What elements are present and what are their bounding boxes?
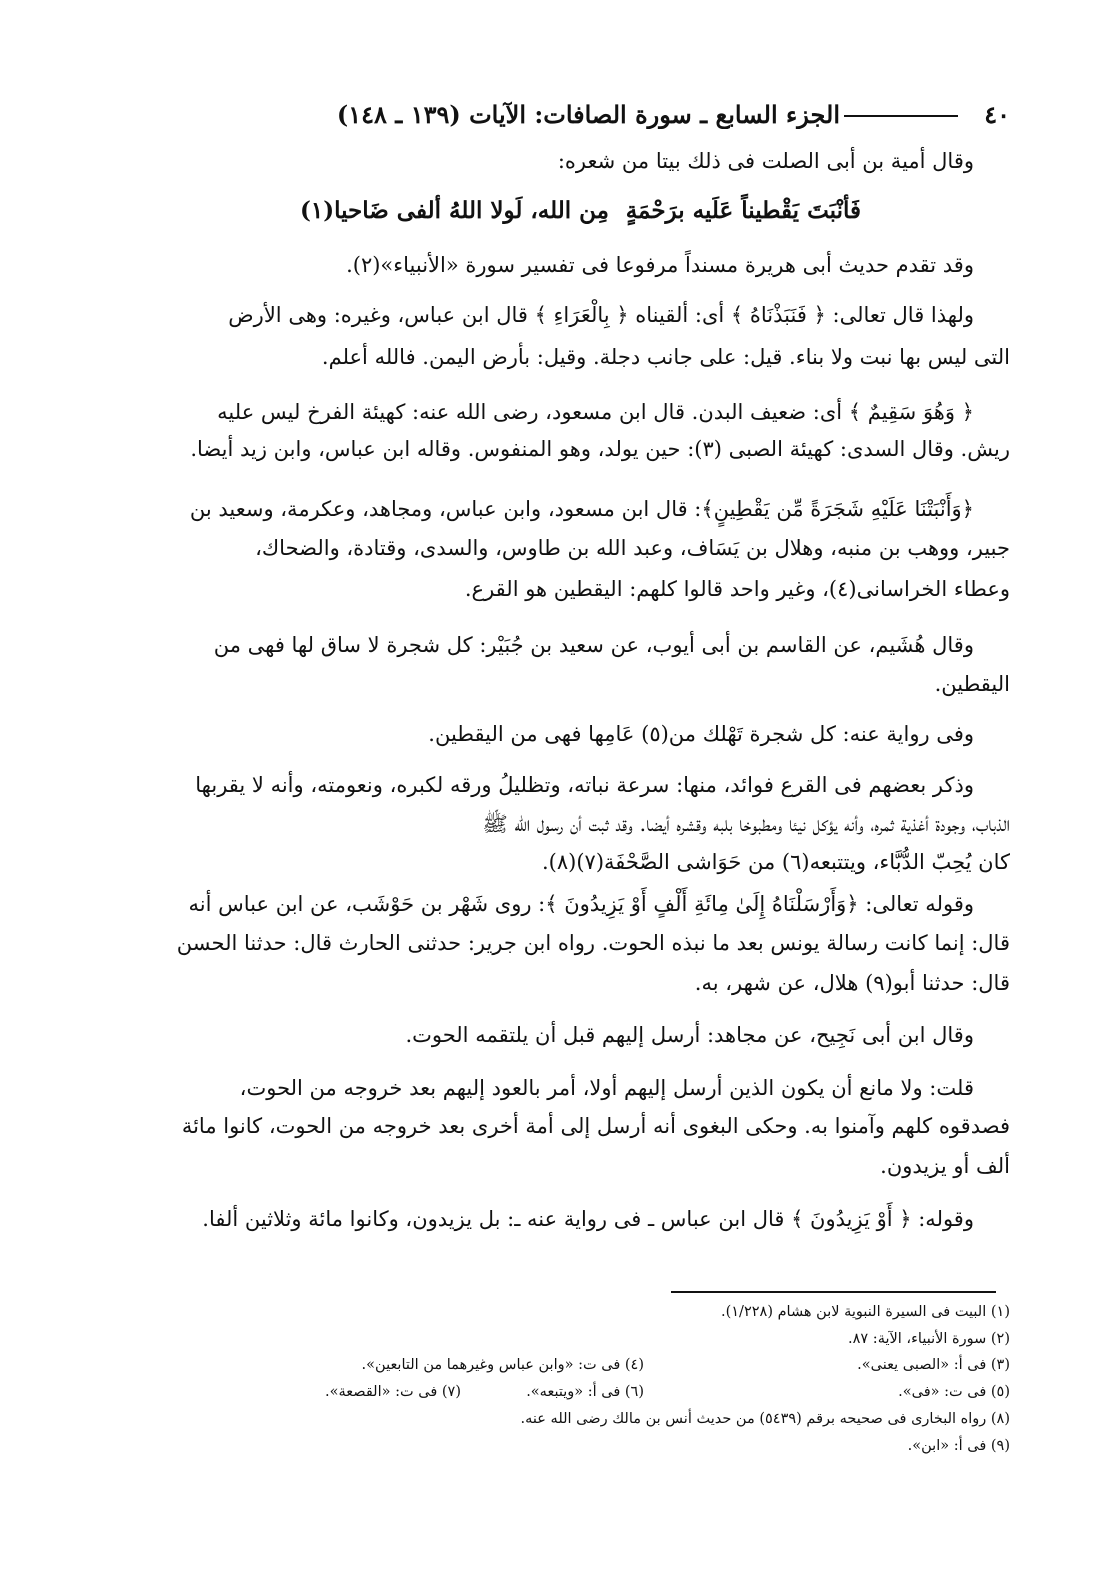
footnote-9: (٩) فى أ: «ابن».	[907, 1438, 1010, 1454]
body-line: ولهذا قال تعالى: ﴿ فَنَبَذْنَاهُ ﴾ أى: ألقيناه ﴿ بِالْعَرَاءِ ﴾ قال ابن عباس، وغيره: وهى الأرض	[228, 303, 974, 327]
footnote-8: (٨) رواه البخارى فى صحيحه برقم (٥٤٣٩) من حديث أنس بن مالك رضى الله عنه.	[520, 1411, 1010, 1427]
body-line: ريش. وقال السدى: كهيئة الصبى (٣): حين يولد، وهو المنفوس. وقاله ابن عباس، وابن زيد أيضا.	[190, 437, 1010, 461]
body-line: قال: إنما كانت رسالة يونس بعد ما نبذه الحوت. رواه ابن جرير: حدثنى الحارث قال: حدثنا الحسن	[176, 931, 1010, 955]
footnote-5: (٥) فى ت: «فى».	[898, 1384, 1010, 1400]
body-line: ﴿ وَهُوَ سَقِيمٌ ﴾ أى: ضعيف البدن. قال ابن مسعود، رضى الله عنه: كهيئة الفرخ ليس عليه	[217, 400, 974, 424]
poem-hemistich-first: فَأنْبَتَ يَقْطيناً عَلَيه برَحْمَةٍ	[625, 197, 861, 224]
body-line: قال: حدثنا أبو(٩) هلال، عن شهر، به.	[694, 971, 1010, 995]
body-line: اليقطين.	[934, 672, 1010, 696]
footnote-1: (١) البيت فى السيرة النبوية لابن هشام (١/٢٢٨).	[720, 1304, 1010, 1320]
footnote-separator	[671, 1291, 996, 1293]
poem-hemistich-second: مِن الله، لَولا اللهُ ألفى ضَاحيا(١)	[299, 197, 609, 224]
footnote-2: (٢) سورة الأنبياء، الآية: ٨٧.	[848, 1331, 1010, 1347]
page-header	[103, 84, 1010, 130]
body-line: ألف أو يزيدون.	[880, 1154, 1010, 1178]
body-line: وقال أمية بن أبى الصلت فى ذلك بيتا من شعره:	[557, 149, 974, 173]
header-rule	[844, 115, 958, 117]
body-line: وقال هُشَيم، عن القاسم بن أبى أيوب، عن سعيد بن جُبَيْر: كل شجرة لا ساق لها فهى من	[213, 633, 974, 657]
body-line: وقال ابن أبى نَجِيح، عن مجاهد: أرسل إليهم قبل أن يلتقمه الحوت.	[405, 1023, 974, 1047]
footnote-7: (٧) فى ت: «القصعة».	[325, 1384, 461, 1400]
body-line: ﴿وَأَنْبَتْنَا عَلَيْهِ شَجَرَةً مِّن يَقْطِينٍ﴾: قال ابن مسعود، وابن عباس، ومجاهد، وعكرمة، وسعيد بن	[189, 497, 974, 521]
body-line: وعطاء الخراسانى(٤)، وغير واحد قالوا كلهم: اليقطين هو القرع.	[464, 577, 1010, 601]
body-line: وقد تقدم حديث أبى هريرة مسنداً مرفوعا فى تفسير سورة «الأنبياء»(٢).	[346, 253, 974, 277]
body-line: قلت: ولا مانع أن يكون الذين أرسل إليهم أولا، أمر بالعود إليهم بعد خروجه من الحوت،	[239, 1076, 974, 1100]
body-line: التى ليس بها نبت ولا بناء. قيل: على جانب دجلة. وقيل: بأرض اليمن. فالله أعلم.	[321, 345, 1010, 369]
running-title: الجزء السابع ـ سورة الصافات: الآيات (١٣٩ ـ ١٤٨)	[336, 100, 840, 129]
body-line: فصدقوه كلهم وآمنوا به. وحكى البغوى أنه أرسل إلى أمة أخرى بعد خروجه من الحوت، كانوا مائة	[181, 1114, 1010, 1138]
footnote-6: (٦) فى أ: «ويتبعه».	[526, 1384, 644, 1400]
body-line: وفى رواية عنه: كل شجرة تَهْلك من(٥) عَامِها فهى من اليقطين.	[428, 722, 974, 746]
body-line: وقوله: ﴿ أَوْ يَزِيدُونَ ﴾ قال ابن عباس ـ فى رواية عنه ـ: بل يزيدون، وكانوا مائة وثلاثين ألفا.	[202, 1207, 974, 1231]
footnote-4: (٤) فى ت: «وابن عباس وغيرهما من التابعين».	[361, 1357, 644, 1373]
body-line: وقوله تعالى: ﴿وَأَرْسَلْنَاهُ إِلَىٰ مِائَةِ أَلْفٍ أَوْ يَزِيدُونَ ﴾: روى شَهْر بن حَوْشَب، عن ابن عباس أنه	[188, 892, 974, 916]
body-line: وذكر بعضهم فى القرع فوائد، منها: سرعة نباته، وتظليلُ ورقه لكبره، ونعومته، وأنه لا يقربها	[195, 773, 974, 797]
body-line: جبير، ووهب بن منبه، وهلال بن يَسَاف، وعبد الله بن طاوس، والسدى، وقتادة، والضحاك،	[255, 536, 1010, 560]
body-line: الذباب، وجودة أغذية ثمره، وأنه يؤكل نيئا ومطبوخا بلبه وقشره أيضا. وقد ثبت أن رسول الله ﷺ	[482, 812, 1010, 836]
footnote-3: (٣) فى أ: «الصبى يعنى».	[857, 1357, 1010, 1373]
body-line: كان يُحِبّ الدُّبَّاء، ويتتبعه(٦) من حَوَاشى الصَّحْفَة(٧)(٨).	[541, 850, 1010, 874]
page-number: ٤٠	[984, 100, 1010, 129]
